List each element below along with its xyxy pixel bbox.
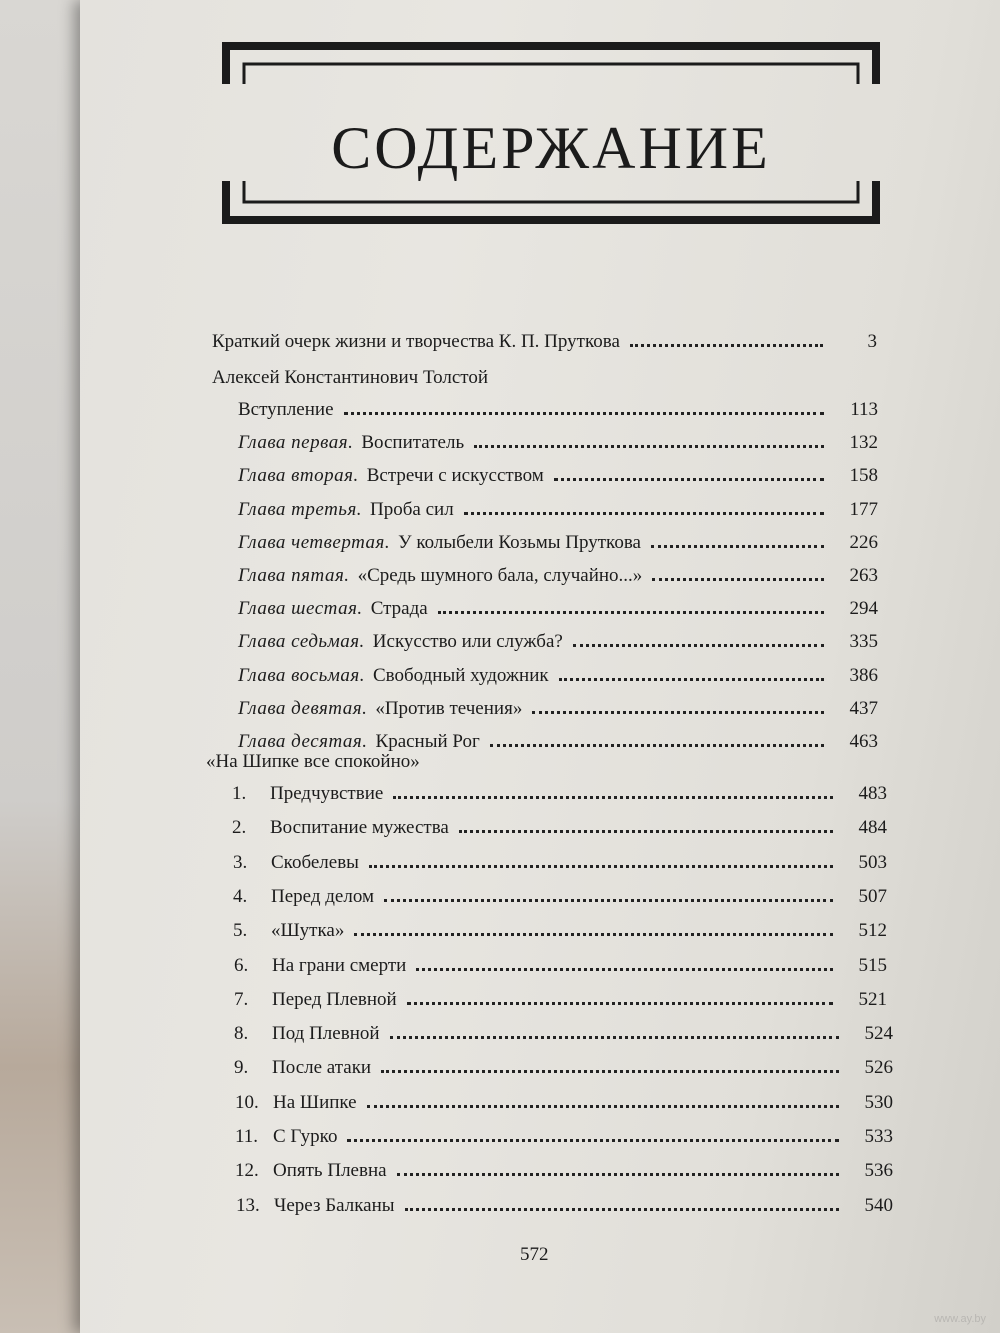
toc-entry-page: 515 <box>858 954 887 976</box>
toc-entry-page: 158 <box>849 465 878 487</box>
dot-leader <box>630 344 823 347</box>
toc-entry-page: 540 <box>864 1194 893 1216</box>
watermark: www.ay.by <box>934 1313 986 1325</box>
section-number: 13. <box>236 1194 260 1216</box>
section-number: 5. <box>233 920 248 942</box>
section-number: 6. <box>234 954 249 976</box>
section-number: 12. <box>235 1160 259 1182</box>
toc-entry-section <box>233 851 887 875</box>
toc-entry-label: Воспитатель <box>361 432 465 454</box>
toc-entry-chapter <box>238 431 878 455</box>
toc-entry-label: На Шипке <box>273 1091 357 1113</box>
toc-entry-section <box>236 1194 893 1218</box>
toc-entry-page: 463 <box>849 731 878 752</box>
toc-entry-page: 507 <box>858 885 887 907</box>
toc-entry-page: 386 <box>849 664 878 686</box>
toc-entry-label: На грани смерти <box>272 954 407 976</box>
toc-entry-label: «Против течения» <box>375 697 523 719</box>
toc-entry-intro <box>212 330 877 354</box>
toc-entry-label: Красный Рог <box>375 731 480 752</box>
toc-entry-page: 524 <box>864 1023 893 1045</box>
toc-entry-section <box>233 919 887 943</box>
toc-entry-section <box>235 1125 893 1149</box>
chapter-prefix: Глава восьмая. <box>238 664 365 686</box>
dot-leader <box>405 1208 839 1211</box>
toc-entry-label: Краткий очерк жизни и творчества К. П. Пруткова <box>212 331 620 352</box>
toc-entry-page: 512 <box>858 920 887 942</box>
dot-leader <box>459 830 833 833</box>
dot-leader <box>407 1002 833 1005</box>
toc-entry-label: Вступление <box>238 399 334 420</box>
dot-leader <box>474 445 824 448</box>
toc-entry-label: Свободный художник <box>372 664 549 686</box>
toc-entry-section <box>234 1022 893 1046</box>
section-title-shipka: «На Шипке все спокойно» <box>206 751 420 772</box>
toc-entry-page: 526 <box>864 1057 893 1079</box>
toc-entry-page: 132 <box>849 432 878 454</box>
dot-leader <box>652 578 824 581</box>
toc-entry-label: С Гурко <box>273 1126 338 1147</box>
toc-entry-section <box>232 782 887 806</box>
toc-entry-chapter <box>238 597 878 621</box>
section-number: 9. <box>234 1057 249 1079</box>
toc-entry-chapter <box>238 664 878 688</box>
chapter-prefix: Глава седьмая. <box>238 631 365 653</box>
toc-entry-page: 530 <box>864 1091 893 1113</box>
chapter-prefix: Глава третья. <box>238 498 363 520</box>
dot-leader <box>554 478 824 481</box>
toc-entry-section <box>234 988 887 1012</box>
toc-entry-page: 3 <box>867 331 877 352</box>
section-title-tolstoy: Алексей Константинович Толстой <box>212 367 489 388</box>
toc-entry-page: 335 <box>849 631 878 653</box>
section-number: 2. <box>232 817 247 839</box>
toc-entry-label: Опять Плевна <box>273 1160 387 1182</box>
chapter-prefix: Глава пятая. <box>238 565 350 586</box>
section-number: 8. <box>234 1023 249 1045</box>
toc-entry-section <box>235 1159 893 1183</box>
toc-entry-page: 533 <box>864 1126 893 1147</box>
toc-entry-page: 226 <box>849 531 878 553</box>
chapter-prefix: Глава первая. <box>238 432 354 454</box>
dot-leader <box>347 1139 839 1142</box>
toc-entry-label: Встречи с искусством <box>366 465 544 487</box>
chapter-prefix: Глава четвертая. <box>238 531 391 553</box>
section-number: 10. <box>235 1091 259 1113</box>
toc-entry-label: Воспитание мужества <box>270 817 449 839</box>
dot-leader <box>532 711 824 714</box>
toc-entry-section <box>235 1091 893 1115</box>
toc-entry-chapter <box>238 697 878 721</box>
toc-entry-page: 536 <box>864 1160 893 1182</box>
toc-entry-label: Предчувствие <box>270 783 384 804</box>
section-number: 4. <box>233 885 248 907</box>
toc-entry-label: Страда <box>370 598 428 620</box>
dot-leader <box>490 744 824 747</box>
toc-entry-page: 437 <box>849 697 878 719</box>
chapter-prefix: Глава десятая. <box>238 731 368 752</box>
toc-entry-label: У колыбели Козьмы Пруткова <box>398 531 641 553</box>
toc-entry-chapter <box>238 398 878 422</box>
section-number: 11. <box>235 1126 259 1147</box>
dot-leader <box>344 412 824 415</box>
dot-leader <box>651 545 824 548</box>
section-number: 3. <box>233 851 248 873</box>
toc-entry-chapter <box>238 498 878 522</box>
dot-leader <box>559 678 824 681</box>
dot-leader <box>390 1036 839 1039</box>
dot-leader <box>354 933 833 936</box>
toc-entry-page: 483 <box>858 783 887 804</box>
toc-entry-page: 294 <box>849 598 878 620</box>
toc-entry-label: После атаки <box>272 1057 372 1079</box>
section-number: 1. <box>232 783 247 804</box>
toc-entry-chapter <box>238 531 878 555</box>
toc-entry-label: «Шутка» <box>271 920 345 942</box>
dot-leader <box>393 796 833 799</box>
toc-entry-label: Скобелевы <box>271 851 359 873</box>
dot-leader <box>438 611 824 614</box>
heading-frame <box>222 40 880 225</box>
toc-entry-page: 521 <box>858 988 887 1010</box>
toc-entry-section <box>234 954 887 978</box>
toc-entry-label: Искусство или служба? <box>372 631 563 653</box>
toc-entry-section <box>232 816 887 840</box>
section-number: 7. <box>234 988 249 1010</box>
chapter-prefix: Глава шестая. <box>238 598 363 620</box>
toc-entry-label: Под Плевной <box>272 1023 380 1045</box>
chapter-prefix: Глава девятая. <box>238 697 368 719</box>
toc-entry-label: Перед делом <box>271 885 374 907</box>
toc-entry-chapter <box>238 464 878 488</box>
dot-leader <box>464 512 824 515</box>
toc-entry-page: 113 <box>850 399 878 420</box>
dot-leader <box>369 865 833 868</box>
toc-entry-label: «Средь шумного бала, случайно...» <box>357 565 643 586</box>
dot-leader <box>397 1173 839 1176</box>
page-title: СОДЕРЖАНИЕ <box>331 115 771 181</box>
toc-entry-page: 177 <box>849 498 878 520</box>
dot-leader <box>381 1070 839 1073</box>
toc-entry-section <box>233 885 887 909</box>
toc-entry-page: 503 <box>858 851 887 873</box>
toc-entry-page: 263 <box>849 565 878 586</box>
toc-entry-label: Перед Плевной <box>272 988 397 1010</box>
toc-entry-label: Через Балканы <box>274 1194 395 1216</box>
toc-entry-label: Проба сил <box>370 498 454 520</box>
dot-leader <box>367 1105 839 1108</box>
dot-leader <box>416 968 833 971</box>
page-number: 572 <box>520 1244 549 1265</box>
dot-leader <box>573 644 824 647</box>
chapter-prefix: Глава вторая. <box>238 465 359 487</box>
toc-entry-page: 484 <box>858 817 887 839</box>
dot-leader <box>384 899 833 902</box>
toc-entry-chapter <box>238 730 878 754</box>
toc-entry-section <box>234 1056 893 1080</box>
toc-entry-chapter <box>238 564 878 588</box>
toc-entry-chapter <box>238 630 878 654</box>
